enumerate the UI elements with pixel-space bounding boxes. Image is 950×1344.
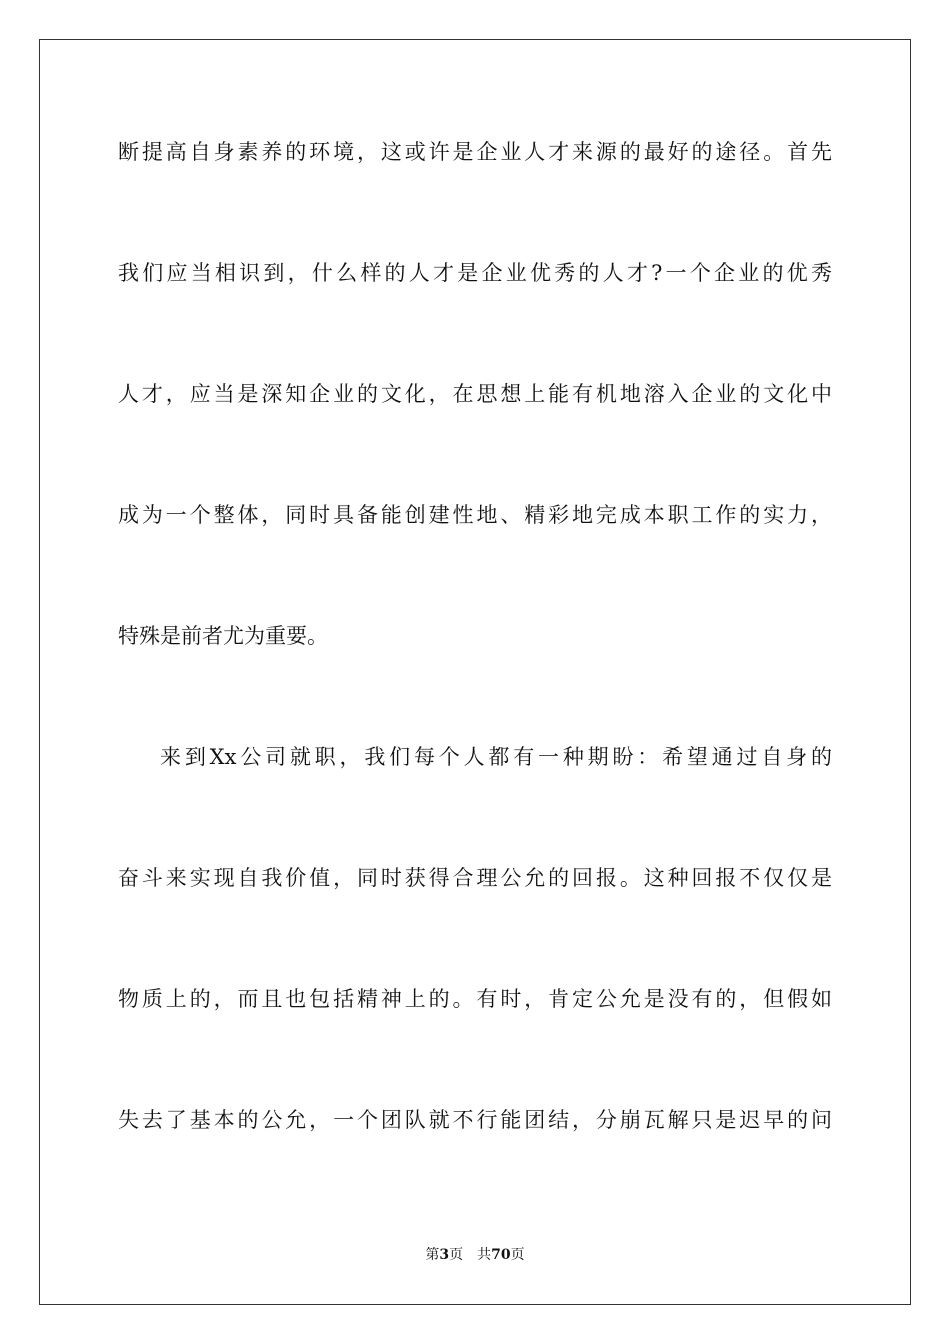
text-line-7: 奋斗来实现自我价值，同时获得合理公允的回报。这种回报不仅仅是 [118, 866, 832, 890]
page-prefix: 第 [425, 1247, 440, 1263]
page-footer [0, 1246, 950, 1264]
total-unit: 页 [510, 1247, 525, 1263]
text-line-6: 来到Xx公司就职，我们每个人都有一种期盼：希望通过自身的 [160, 745, 832, 769]
text-line-3: 人才，应当是深知企业的文化，在思想上能有机地溶入企业的文化中 [118, 382, 832, 406]
text-line-5: 特殊是前者尤为重要。 [118, 624, 328, 648]
text-line-2: 我们应当相识到，什么样的人才是企业优秀的人才?一个企业的优秀 [118, 261, 832, 285]
text-line-1: 断提高自身素养的环境，这或许是企业人才来源的最好的途径。首先 [118, 140, 832, 164]
text-line-9: 失去了基本的公允，一个团队就不行能团结，分崩瓦解只是迟早的问 [118, 1108, 832, 1132]
page-current: 3 [439, 1247, 450, 1263]
page-total: 70 [491, 1247, 511, 1263]
page-unit: 页 [449, 1247, 464, 1263]
text-line-4: 成为一个整体，同时具备能创建性地、精彩地完成本职工作的实力， [118, 503, 832, 527]
text-line-8: 物质上的，而且也包括精神上的。有时，肯定公允是没有的，但假如 [118, 987, 832, 1011]
total-prefix: 共 [477, 1247, 492, 1263]
